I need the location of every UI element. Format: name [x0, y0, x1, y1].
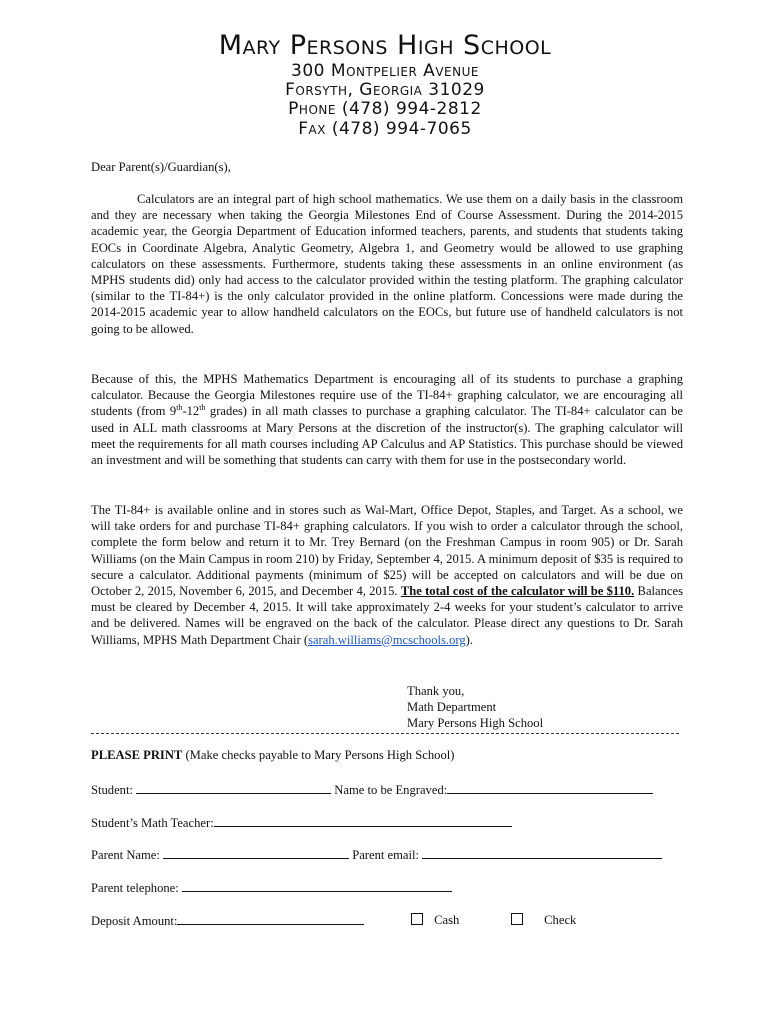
- please-print: PLEASE PRINT: [91, 748, 183, 762]
- deposit-label: Deposit Amount:: [91, 914, 178, 928]
- paragraph-3: [91, 502, 683, 648]
- parent-name-field[interactable]: [163, 846, 349, 859]
- student-row: [91, 781, 653, 798]
- print-instructions: [91, 747, 454, 763]
- parent-email-field[interactable]: [422, 846, 662, 859]
- check-checkbox[interactable]: [511, 913, 523, 925]
- school-address: 300 Montpelier Avenue: [291, 61, 479, 81]
- school-fax: Fax (478) 994-7065: [298, 119, 472, 139]
- teacher-field[interactable]: [214, 814, 512, 827]
- p2-text-c: grades) in all math classes to purchase a graphing calculator. The TI-84+ calculator can be used in ALL math classrooms at Mary Persons at the discretion of the instructor(s). The graphing calculator will meet the requirements for all math courses including AP Calculus and AP Statistics. This purchase should be viewed an investment and will be something that students can carry with them for use in the postsecondary world.: [91, 404, 684, 468]
- parent-name-label: Parent Name:: [91, 848, 164, 862]
- parent-email-label: Parent email:: [349, 848, 423, 862]
- student-label: Student:: [91, 783, 137, 797]
- phone-row: [91, 879, 452, 896]
- school-city: Forsyth, Georgia 31029: [285, 80, 485, 100]
- signer-school: Mary Persons High School: [407, 716, 544, 731]
- check-label: Check: [544, 913, 577, 927]
- p3-text-a: The TI-84+ is available online and in stores such as Wal-Mart, Office Depot, Staples, and Target. As a school, we will take orders for and purchase TI-84+ graphing calculators. If you wish to order a calculator through the school, complete the form below and return it to Mr. Trey Bernard (on the Freshman Campus in room 905) or Dr. Sarah Williams (on the Main Campus in room 210) by Friday, September 4, 2015. A minimum deposit of $35 is required to secure a calculator. Additional payments (minimum of $25) will be accepted on calculators and will be due on October 2, 2015, November 6, 2015, and December 4, 2015.: [91, 503, 683, 599]
- p3-text-c: ).: [465, 632, 473, 647]
- deposit-field[interactable]: [177, 912, 364, 925]
- p2-text-a: Because of this, the MPHS Mathematics Department is encouraging all of its students to purchase a graphing calculator. Because the Georgia Milestones require use of the TI-84+ graphing calculator, we are encouraging all students (from 9: [91, 372, 683, 419]
- engraved-label: Name to be Engraved:: [331, 783, 448, 797]
- paragraph-2: [91, 371, 683, 468]
- email-link[interactable]: sarah.williams@mcschools.org: [308, 632, 466, 647]
- p2-sup-2: th: [199, 403, 206, 413]
- signature-block: [407, 683, 543, 732]
- cut-line: [91, 733, 679, 734]
- parent-phone-field[interactable]: [182, 879, 452, 892]
- print-note: (Make checks payable to Mary Persons High School): [182, 748, 455, 762]
- cash-checkbox[interactable]: [411, 913, 423, 925]
- cash-label: Cash: [434, 913, 460, 927]
- total-cost-note: The total cost of the calculator will be $110.: [400, 584, 635, 599]
- paragraph-1: Calculators are an integral part of high school mathematics. We use them on a daily basis in the classroom and they are necessary when taking the Georgia Milestones End of Course Assessment. During the 2014-2015 academic year, the Georgia Department of Education informed teachers, parents, and students that students taking EOCs in Coordinate Algebra, Analytic Geometry, Algebra 1, and Geometry would be allowed to use graphing calculators on these assessments. Furthermore, students taking these assessments in an online environment (as MPHS students did) only had access to the calculator provided within the testing platform. The graphing calculator (similar to the TI-84+) is the only calculator provided in the online platform. Concessions were made during the 2014-2015 academic year to allow handheld calculators on the EOCs, but future use of handheld calculators is not going to be allowed.: [91, 192, 683, 336]
- p2-text-b: -12: [182, 404, 200, 419]
- teacher-row: [91, 814, 512, 831]
- school-name: Mary Persons High School: [218, 30, 552, 61]
- greeting: Dear Parent(s)/Guardian(s),: [91, 160, 231, 174]
- cash-option: [411, 912, 459, 928]
- deposit-row: [91, 912, 364, 929]
- closing: Thank you,: [407, 684, 465, 698]
- signer-department: Math Department: [407, 700, 497, 715]
- student-field[interactable]: [136, 781, 331, 794]
- parent-phone-label: Parent telephone:: [91, 881, 182, 895]
- p3-text-b: Balances must be cleared by December 4, 2015. It will take approximately 2-4 weeks for your student’s calculator to arrive and be delivered. Names will be engraved on the back of the calculator. Please direct any questions to Dr. Sarah Williams, MPHS Math Department Chair (: [91, 584, 684, 647]
- check-option: [511, 912, 576, 928]
- teacher-label: Student’s Math Teacher:: [91, 816, 214, 830]
- parent-row: [91, 846, 662, 863]
- school-phone: Phone (478) 994-2812: [288, 99, 482, 119]
- p2-sup-1: th: [176, 403, 183, 413]
- engraved-name-field[interactable]: [447, 781, 653, 794]
